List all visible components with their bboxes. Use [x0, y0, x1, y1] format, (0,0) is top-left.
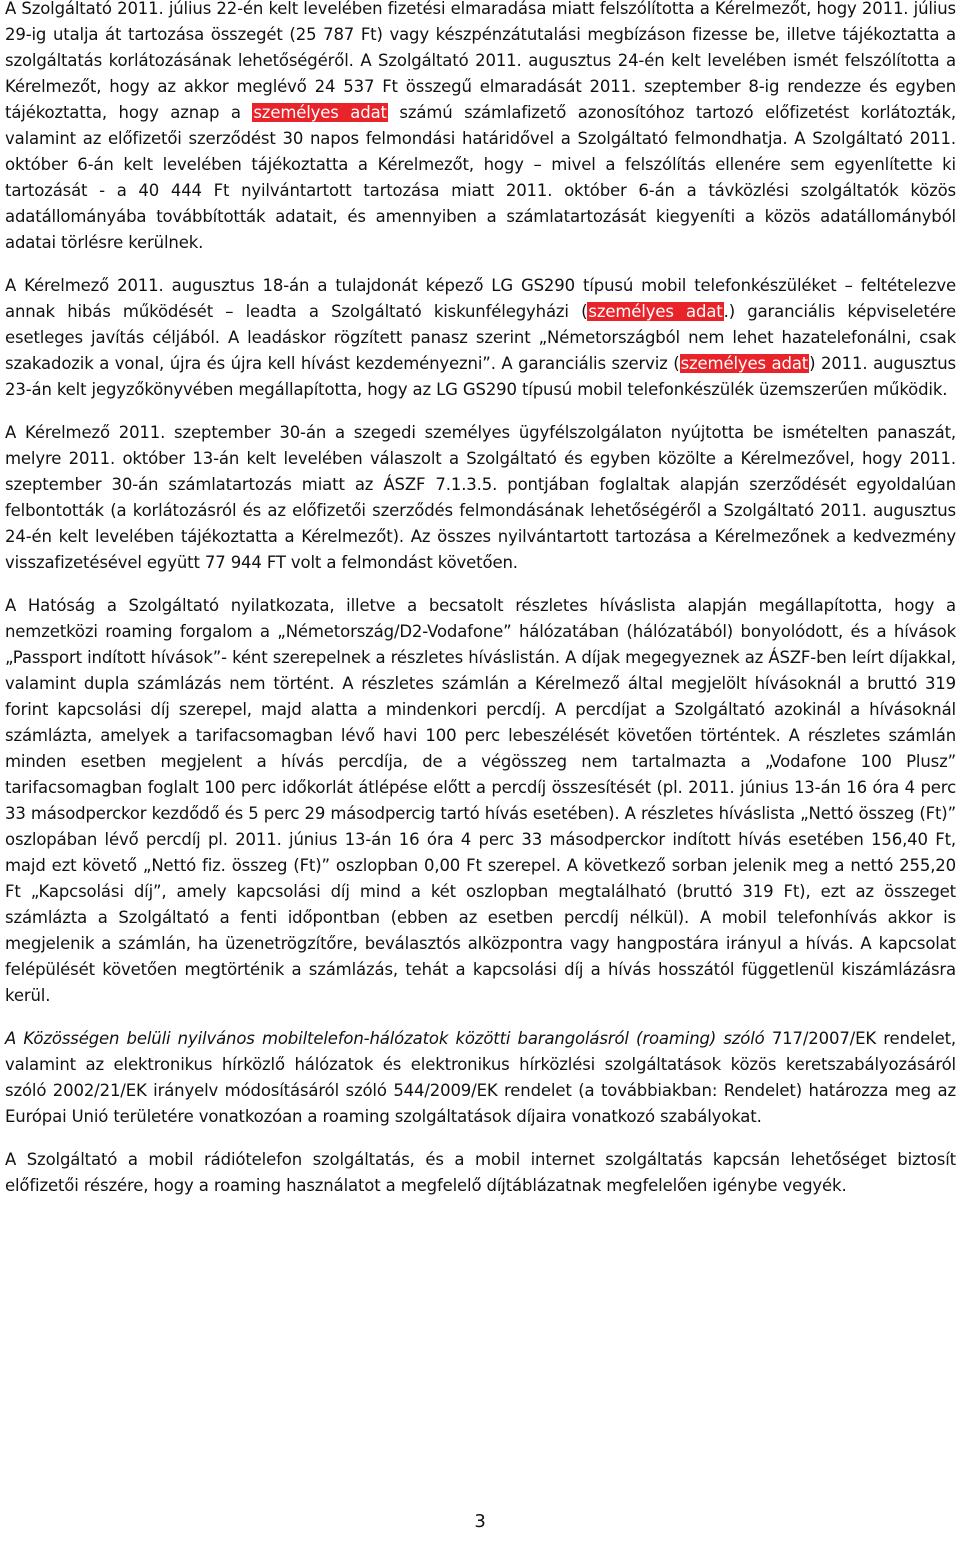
redacted-personal-data: személyes adat — [588, 302, 723, 321]
paragraph-text: A Hatóság a Szolgáltató nyilatkozata, illetve a becsatolt részletes híváslista alapján megállapította, hogy a nemzetközi roaming forgalom a „Németország/D2-Vodafone” hálózatában (hálózatából) bonyolódott, és a hívások „Passport indított hívások”- ként szerepelnek a részletes híváslistán. A díjak megegyeznek az ÁSZF-ben leírt díjakkal, valamint dupla számlázás nem történt. A részletes számlán a Kérelmező által megjelölt hívásoknál a bruttó 319 forint kapcsolási díj szerepel, majd alatta a mindenkori percdíj. A percdíjat a Szolgáltató azokinál a hívásoknál számlázta, amelyek a tarifacsomagban lévő havi 100 perc lebeszélését követően történtek. A részletes számlán minden esetben megjelent a hívás percdíja, de a végösszeg nem tartalmazta a „Vodafone 100 Plusz” tarifacsomagban foglalt 100 perc időkorlát átlépése előtt a percdíj összesítését (pl. 2011. június 13-án 16 óra 4 perc 33 másodperckor kezdődő és 5 perc 29 másodpercig tartó hívás esetében). A részletes híváslista „Nettó összeg (Ft)” oszlopában lévő percdíj pl. 2011. június 13-án 16 óra 4 perc 33 másodperckor indított hívás esetében 156,40 Ft, majd ezt követő „Nettó fiz. összeg (Ft)” oszlopban 0,00 Ft szerepel. A következő sorban jelenik meg a nettó 255,20 Ft „Kapcsolási díj”, amely kapcsolási díj mind a két oszlopban megtalálható (bruttó 319 Ft), ezt az összeget számlázta a Szolgáltató a fenti időpontban (ebben az esetben percdíj nélkül). A mobil telefonhívás akkor is megjelenik a számlán, ha üzenetrögzítőre, beválasztós alközpontra vagy hangpostára irányul a hívás. A kapcsolat felépülését követően megtörténik a számlázás, tehát a kapcsolási díj a hívás hosszától függetlenül kiszámlázásra kerül. — [5, 596, 956, 1005]
paragraph-text: .) garanciális képviseletére esetleges javítás céljából. A leadáskor rögzített panasz szerint „Németországból nem lehet hazatelefonálni, csak szakadozik a vonal, újra és újra kell hívást kezdeményezni”. A garanciális szerviz ( — [5, 302, 956, 373]
paragraph — [5, 593, 956, 1009]
paragraph-text: A Kérelmező 2011. augusztus 18-án a tulajdonát képező LG GS290 típusú mobil telefonkészüléket – feltételezve annak hibás működését – leadta a Szolgáltató kiskunfélegyházi ( — [5, 276, 956, 321]
paragraph — [5, 1026, 956, 1130]
paragraph-text: számú számlafizető azonosítóhoz tartozó előfizetést korlátozták, valamint az előfizetői szerződést 30 napos felmondási határidővel a Szolgáltató felmondhatja. A Szolgáltató 2011. október 6-án kelt levelében tájékoztatta a Kérelmezőt, hogy – mivel a felszólítás ellenére sem egyenlítette ki tartozását - a 40 444 Ft nyilvántartott tartozása miatt 2011. október 6-án a távközlési szolgáltatók közös adatállományába továbbították adatait, és amennyiben a számlatartozását kiegyeníti a közös adatállományból adatai törlésre kerülnek. — [5, 103, 957, 252]
paragraph-text: ) 2011. augusztus 23-án kelt jegyzőkönyvében megállapította, hogy az LG GS290 típusú mobil telefonkészülék üzemszerűen működik. — [5, 354, 956, 399]
document-body — [5, 0, 956, 1199]
paragraph — [5, 273, 956, 403]
redacted-personal-data: személyes adat — [680, 354, 809, 373]
italic-text: A Közösségen belüli nyilvános mobiltelefon-hálózatok közötti barangolásról (roaming) szóló — [5, 1029, 765, 1048]
paragraph-text: 717/2007/EK rendelet, valamint az elektronikus hírközlő hálózatok és elektronikus hírközlési szolgáltatások közös keretszabályozásáról szóló 2002/21/EK irányelv módosításáról szóló 544/2009/EK rendelet (a továbbiakban: Rendelet) határozza meg az Európai Unió területére vonatkozóan a roaming szolgáltatások díjaira vonatkozó szabályokat. — [5, 1029, 956, 1126]
redacted-personal-data: személyes adat — [253, 103, 387, 122]
paragraph — [5, 420, 956, 576]
paragraph-text: A Szolgáltató 2011. július 22-én kelt levelében fizetési elmaradása miatt felszólította a Kérelmezőt, hogy 2011. július 29-ig utalja át tartozása összegét (25 787 Ft) vagy készpénzátutalási megbízáson fizesse be, illetve tájékoztatta a szolgáltatás korlátozásának lehetőségéről. A Szolgáltató 2011. augusztus 24-én kelt levelében ismét felszólította a Kérelmezőt, hogy az akkor meglévő 24 537 Ft összegű elmaradását 2011. szeptember 8-ig rendezze és egyben tájékoztatta, hogy aznap a — [5, 0, 956, 122]
paragraph — [5, 1147, 956, 1199]
paragraph-text: A Szolgáltató a mobil rádiótelefon szolgáltatás, és a mobil internet szolgáltatás kapcsán lehetőséget biztosít előfizetői részére, hogy a roaming használatot a megfelelő díjtáblázatnak megfelelően igénybe vegyék. — [5, 1150, 956, 1195]
paragraph — [5, 0, 956, 256]
paragraph-text: A Kérelmező 2011. szeptember 30-án a szegedi személyes ügyfélszolgálaton nyújtotta be ismételten panaszát, melyre 2011. október 13-án kelt levelében válaszolt a Szolgáltató és egyben közölte a Kérelmezővel, hogy 2011. szeptember 30-án számlatartozás miatt az ÁSZF 7.1.3.5. pontjában foglaltak alapján szerződését egyoldalúan felbontották (a korlátozásról és az előfizetői szerződés felmondásának lehetőségéről a Szolgáltató 2011. augusztus 24-én kelt levelében tájékoztatta a Kérelmezőt). Az összes nyilvántartott tartozása a Kérelmezőnek a kedvezmény visszafizetésével együtt 77 944 FT volt a felmondást követően. — [5, 423, 956, 572]
page-number: 3 — [474, 1511, 486, 1532]
